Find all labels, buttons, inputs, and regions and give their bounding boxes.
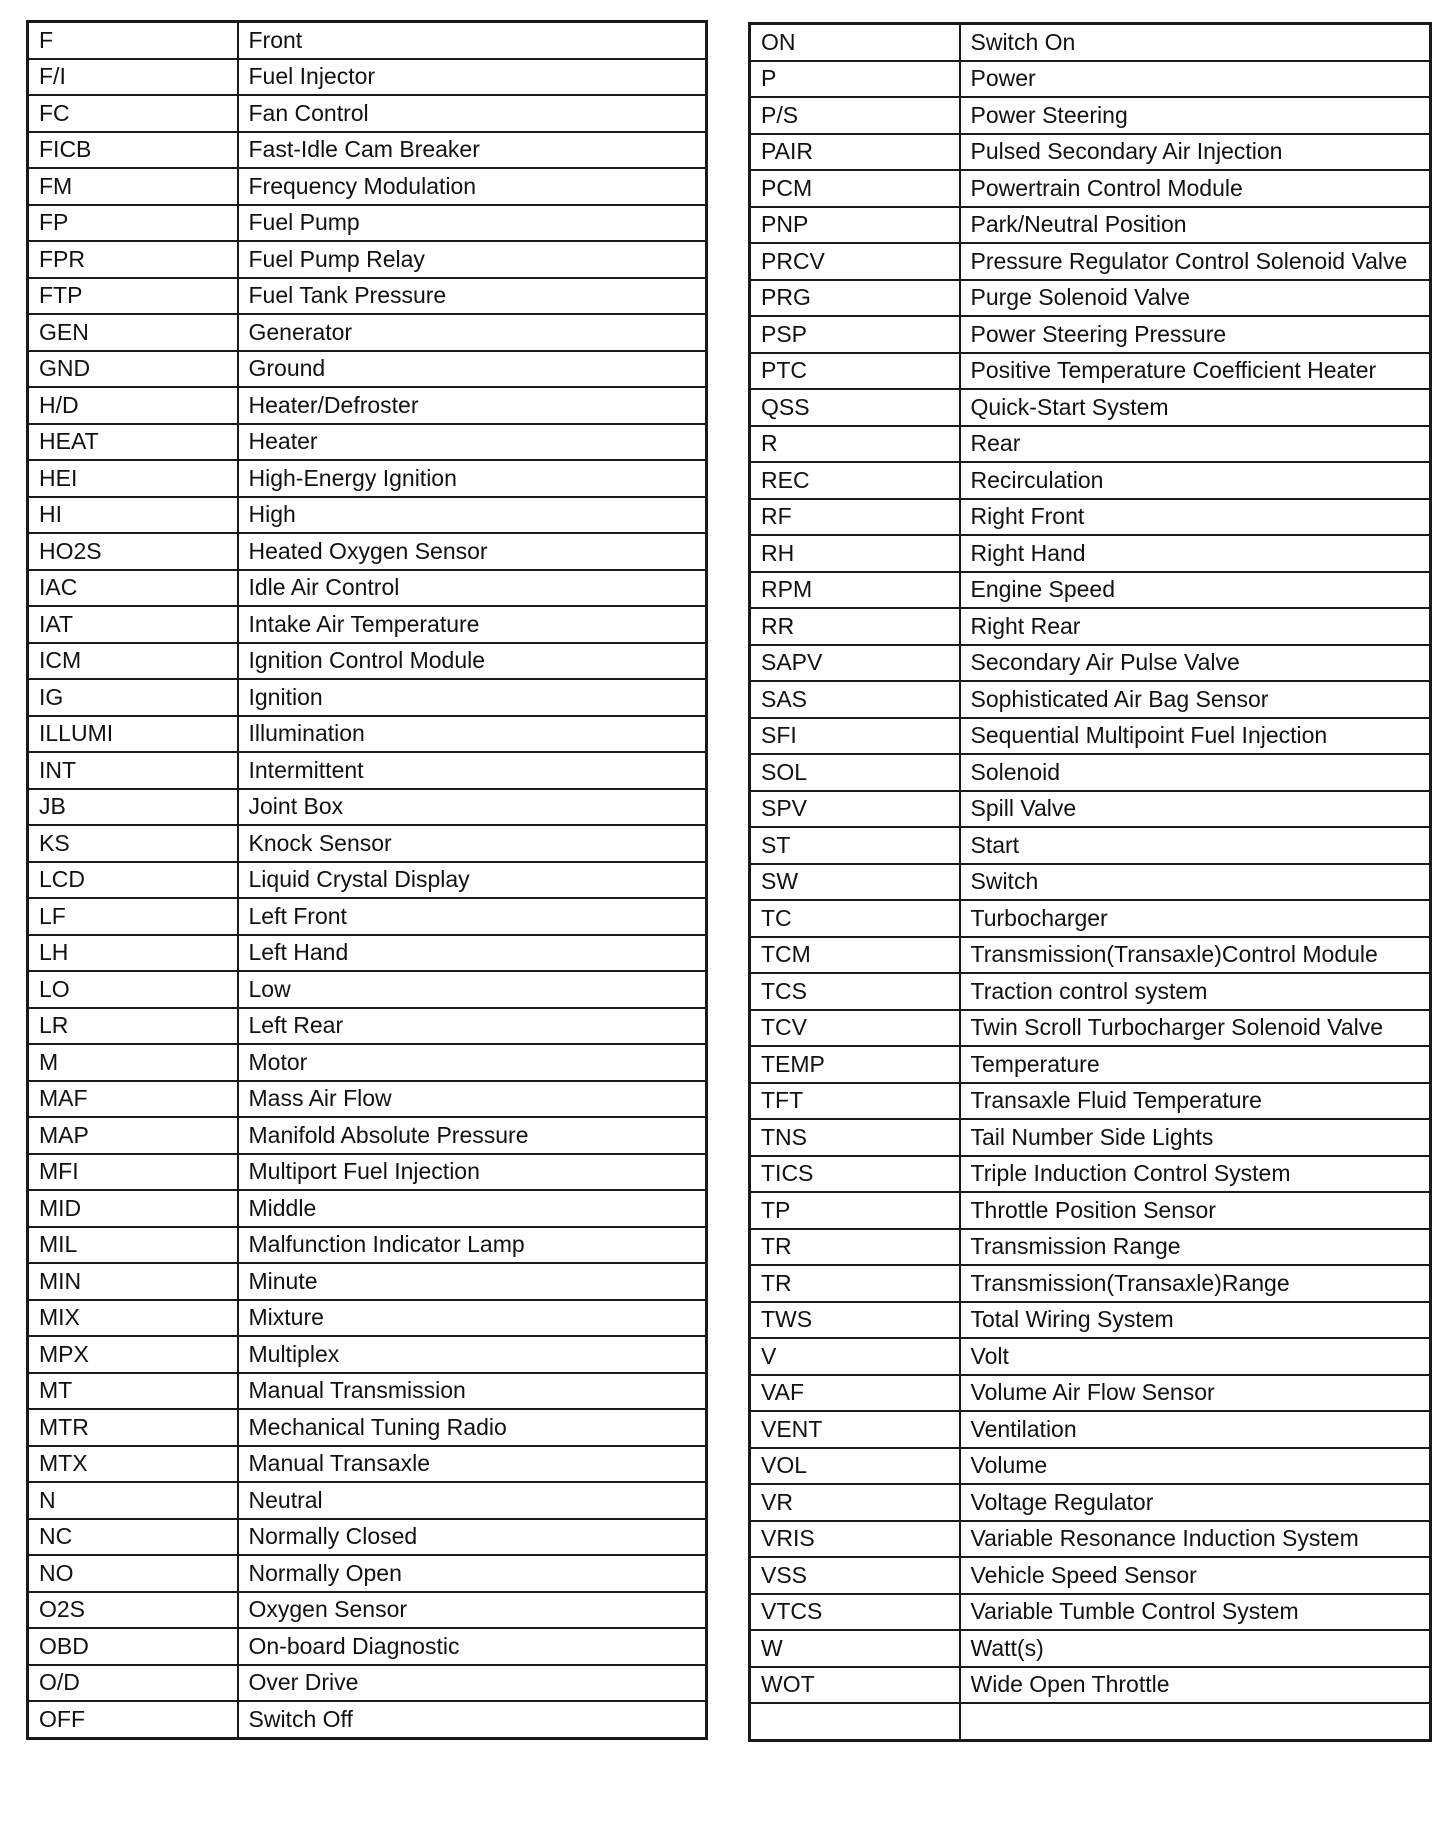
- table-row: [750, 754, 1431, 791]
- table-row: [28, 205, 707, 242]
- abbreviation-cell: TNS: [750, 1119, 960, 1156]
- abbreviation-cell: PCM: [750, 170, 960, 207]
- abbreviation-cell: LF: [28, 898, 238, 935]
- table-row: [750, 462, 1431, 499]
- table-row: [750, 1265, 1431, 1302]
- table-row: [750, 207, 1431, 244]
- meaning-cell: On-board Diagnostic: [238, 1628, 707, 1665]
- table-row: [750, 645, 1431, 682]
- table-row: [750, 973, 1431, 1010]
- table-row: [750, 1119, 1431, 1156]
- abbreviation-cell: O/D: [28, 1665, 238, 1702]
- meaning-cell: Tail Number Side Lights: [960, 1119, 1431, 1156]
- table-row: [28, 424, 707, 461]
- meaning-cell: Switch Off: [238, 1701, 707, 1738]
- meaning-cell: Turbocharger: [960, 900, 1431, 937]
- abbreviation-cell: LO: [28, 971, 238, 1008]
- meaning-cell: Transmission(Transaxle)Control Module: [960, 937, 1431, 974]
- abbreviation-cell: ILLUMI: [28, 716, 238, 753]
- abbreviation-cell: WOT: [750, 1667, 960, 1704]
- table-row: [750, 791, 1431, 828]
- meaning-cell: Recirculation: [960, 462, 1431, 499]
- meaning-cell: Heater/Defroster: [238, 387, 707, 424]
- table-row: [28, 752, 707, 789]
- abbreviation-cell: RPM: [750, 572, 960, 609]
- meaning-cell: Manual Transaxle: [238, 1446, 707, 1483]
- meaning-cell: Wide Open Throttle: [960, 1667, 1431, 1704]
- abbreviation-cell: RH: [750, 535, 960, 572]
- meaning-cell: Sophisticated Air Bag Sensor: [960, 681, 1431, 718]
- meaning-cell: [960, 1703, 1431, 1740]
- abbreviation-cell: PNP: [750, 207, 960, 244]
- meaning-cell: Right Rear: [960, 608, 1431, 645]
- abbreviation-cell: SAPV: [750, 645, 960, 682]
- table-row: [750, 1521, 1431, 1558]
- table-row: [28, 1592, 707, 1629]
- meaning-cell: Transmission(Transaxle)Range: [960, 1265, 1431, 1302]
- abbreviation-cell: NO: [28, 1555, 238, 1592]
- meaning-cell: Powertrain Control Module: [960, 170, 1431, 207]
- meaning-cell: Left Front: [238, 898, 707, 935]
- abbreviation-cell: REC: [750, 462, 960, 499]
- table-row: [750, 1667, 1431, 1704]
- meaning-cell: Traction control system: [960, 973, 1431, 1010]
- abbreviation-cell: HO2S: [28, 533, 238, 570]
- abbreviation-cell: VAF: [750, 1375, 960, 1412]
- table-row: [750, 718, 1431, 755]
- abbreviation-cell: FPR: [28, 241, 238, 278]
- abbreviation-cell: SPV: [750, 791, 960, 828]
- table-row: [750, 1703, 1431, 1740]
- meaning-cell: Transmission Range: [960, 1229, 1431, 1266]
- abbreviation-cell: VSS: [750, 1557, 960, 1594]
- meaning-cell: Twin Scroll Turbocharger Solenoid Valve: [960, 1010, 1431, 1047]
- table-row: [750, 827, 1431, 864]
- abbreviation-cell: SOL: [750, 754, 960, 791]
- abbreviation-cell: R: [750, 426, 960, 463]
- abbreviation-cell: MID: [28, 1190, 238, 1227]
- table-row: [28, 1081, 707, 1118]
- meaning-cell: Fuel Injector: [238, 59, 707, 96]
- meaning-cell: Fan Control: [238, 95, 707, 132]
- meaning-cell: Power Steering: [960, 97, 1431, 134]
- table-row: [28, 1409, 707, 1446]
- meaning-cell: Ignition: [238, 679, 707, 716]
- table-row: [28, 1701, 707, 1738]
- abbreviation-cell: PRG: [750, 280, 960, 317]
- table-row: [750, 1338, 1431, 1375]
- meaning-cell: Normally Closed: [238, 1519, 707, 1556]
- abbreviation-cell: GEN: [28, 314, 238, 351]
- abbreviation-cell: PAIR: [750, 134, 960, 171]
- abbreviation-cell: TC: [750, 900, 960, 937]
- abbreviation-cell: HEAT: [28, 424, 238, 461]
- meaning-cell: Normally Open: [238, 1555, 707, 1592]
- table-row: [28, 1373, 707, 1410]
- table-row: [28, 643, 707, 680]
- meaning-cell: High-Energy Ignition: [238, 460, 707, 497]
- table-row: [28, 314, 707, 351]
- table-row: [750, 681, 1431, 718]
- table-row: [750, 1448, 1431, 1485]
- meaning-cell: Triple Induction Control System: [960, 1156, 1431, 1193]
- meaning-cell: Purge Solenoid Valve: [960, 280, 1431, 317]
- meaning-cell: Fast-Idle Cam Breaker: [238, 132, 707, 169]
- table-row: [28, 716, 707, 753]
- table-row: [750, 1557, 1431, 1594]
- table-row: [28, 132, 707, 169]
- meaning-cell: Liquid Crystal Display: [238, 862, 707, 899]
- abbreviation-cell: OBD: [28, 1628, 238, 1665]
- table-row: [28, 679, 707, 716]
- abbreviation-cell: MTX: [28, 1446, 238, 1483]
- meaning-cell: Mechanical Tuning Radio: [238, 1409, 707, 1446]
- abbreviation-cell: W: [750, 1630, 960, 1667]
- table-row: [28, 862, 707, 899]
- table-row: [28, 1336, 707, 1373]
- meaning-cell: Idle Air Control: [238, 570, 707, 607]
- meaning-cell: Total Wiring System: [960, 1302, 1431, 1339]
- meaning-cell: Left Rear: [238, 1008, 707, 1045]
- abbreviation-cell: PTC: [750, 353, 960, 390]
- abbreviation-table-right: [748, 22, 1432, 1742]
- table-row: [28, 1190, 707, 1227]
- abbreviation-cell: LH: [28, 935, 238, 972]
- table-row: [28, 497, 707, 534]
- abbreviation-cell: FTP: [28, 278, 238, 315]
- abbreviation-cell: MPX: [28, 1336, 238, 1373]
- meaning-cell: Ground: [238, 351, 707, 388]
- abbreviation-cell: KS: [28, 825, 238, 862]
- table-row: [750, 97, 1431, 134]
- abbreviation-cell: RR: [750, 608, 960, 645]
- meaning-cell: Variable Resonance Induction System: [960, 1521, 1431, 1558]
- table-row: [28, 935, 707, 972]
- table-row: [750, 499, 1431, 536]
- meaning-cell: Sequential Multipoint Fuel Injection: [960, 718, 1431, 755]
- table-row: [28, 1008, 707, 1045]
- table-row: [28, 168, 707, 205]
- table-row: [750, 1046, 1431, 1083]
- table-row: [750, 864, 1431, 901]
- table-row: [28, 1044, 707, 1081]
- abbreviation-cell: FM: [28, 168, 238, 205]
- meaning-cell: Fuel Pump Relay: [238, 241, 707, 278]
- meaning-cell: Fuel Pump: [238, 205, 707, 242]
- meaning-cell: Engine Speed: [960, 572, 1431, 609]
- table-row: [750, 1375, 1431, 1412]
- abbreviation-cell: V: [750, 1338, 960, 1375]
- table-row: [750, 389, 1431, 426]
- abbreviation-cell: M: [28, 1044, 238, 1081]
- abbreviation-cell: FICB: [28, 132, 238, 169]
- meaning-cell: Switch: [960, 864, 1431, 901]
- meaning-cell: Volume: [960, 1448, 1431, 1485]
- meaning-cell: Temperature: [960, 1046, 1431, 1083]
- table-row: [750, 1229, 1431, 1266]
- table-row: [750, 170, 1431, 207]
- abbreviation-cell: SW: [750, 864, 960, 901]
- table-row: [28, 59, 707, 96]
- meaning-cell: Minute: [238, 1263, 707, 1300]
- table-row: [28, 789, 707, 826]
- abbreviation-cell: IG: [28, 679, 238, 716]
- meaning-cell: Right Front: [960, 499, 1431, 536]
- abbreviation-cell: OFF: [28, 1701, 238, 1738]
- abbreviation-cell: JB: [28, 789, 238, 826]
- meaning-cell: Throttle Position Sensor: [960, 1192, 1431, 1229]
- table-row: [28, 1154, 707, 1191]
- table-row: [750, 134, 1431, 171]
- meaning-cell: Right Hand: [960, 535, 1431, 572]
- abbreviation-cell: TFT: [750, 1083, 960, 1120]
- meaning-cell: Mixture: [238, 1300, 707, 1337]
- table-row: [28, 1665, 707, 1702]
- table-row: [750, 1192, 1431, 1229]
- table-row: [28, 971, 707, 1008]
- abbreviation-cell: TWS: [750, 1302, 960, 1339]
- table-row: [28, 570, 707, 607]
- abbreviation-cell: MIL: [28, 1227, 238, 1264]
- meaning-cell: Heater: [238, 424, 707, 461]
- meaning-cell: Front: [238, 22, 707, 59]
- table-row: [750, 24, 1431, 61]
- abbreviation-cell: O2S: [28, 1592, 238, 1629]
- abbreviation-cell: TR: [750, 1265, 960, 1302]
- abbreviation-cell: H/D: [28, 387, 238, 424]
- abbreviation-cell: GND: [28, 351, 238, 388]
- abbreviation-cell: N: [28, 1482, 238, 1519]
- meaning-cell: Transaxle Fluid Temperature: [960, 1083, 1431, 1120]
- meaning-cell: Knock Sensor: [238, 825, 707, 862]
- table-row: [28, 825, 707, 862]
- abbreviation-cell: VENT: [750, 1411, 960, 1448]
- abbreviation-cell: HI: [28, 497, 238, 534]
- meaning-cell: Watt(s): [960, 1630, 1431, 1667]
- table-row: [28, 606, 707, 643]
- meaning-cell: Illumination: [238, 716, 707, 753]
- abbreviation-cell: QSS: [750, 389, 960, 426]
- abbreviation-cell: RF: [750, 499, 960, 536]
- meaning-cell: Motor: [238, 1044, 707, 1081]
- table-row: [750, 1484, 1431, 1521]
- table-row: [28, 278, 707, 315]
- abbreviation-cell: FP: [28, 205, 238, 242]
- meaning-cell: Multiplex: [238, 1336, 707, 1373]
- meaning-cell: Quick-Start System: [960, 389, 1431, 426]
- meaning-cell: Positive Temperature Coefficient Heater: [960, 353, 1431, 390]
- meaning-cell: Oxygen Sensor: [238, 1592, 707, 1629]
- meaning-cell: Pressure Regulator Control Solenoid Valve: [960, 243, 1431, 280]
- abbreviation-cell: VRIS: [750, 1521, 960, 1558]
- meaning-cell: Intake Air Temperature: [238, 606, 707, 643]
- meaning-cell: Ventilation: [960, 1411, 1431, 1448]
- table-row: [28, 1519, 707, 1556]
- abbreviation-cell: IAT: [28, 606, 238, 643]
- table-row: [28, 1227, 707, 1264]
- table-row: [28, 533, 707, 570]
- table-row: [750, 280, 1431, 317]
- meaning-cell: Low: [238, 971, 707, 1008]
- abbreviation-cell: LCD: [28, 862, 238, 899]
- table-row: [28, 241, 707, 278]
- meaning-cell: Intermittent: [238, 752, 707, 789]
- meaning-cell: Park/Neutral Position: [960, 207, 1431, 244]
- abbreviation-cell: F/I: [28, 59, 238, 96]
- meaning-cell: Start: [960, 827, 1431, 864]
- meaning-cell: Frequency Modulation: [238, 168, 707, 205]
- abbreviation-cell: ICM: [28, 643, 238, 680]
- abbreviation-cell: P/S: [750, 97, 960, 134]
- table-row: [28, 1263, 707, 1300]
- meaning-cell: Pulsed Secondary Air Injection: [960, 134, 1431, 171]
- meaning-cell: Neutral: [238, 1482, 707, 1519]
- table-row: [750, 937, 1431, 974]
- meaning-cell: Power: [960, 61, 1431, 98]
- table-row: [28, 351, 707, 388]
- abbreviation-cell: TR: [750, 1229, 960, 1266]
- abbreviation-cell: MAP: [28, 1117, 238, 1154]
- abbreviation-cell: NC: [28, 1519, 238, 1556]
- table-row: [750, 535, 1431, 572]
- meaning-cell: Spill Valve: [960, 791, 1431, 828]
- table-row: [28, 1482, 707, 1519]
- table-row: [750, 1594, 1431, 1631]
- abbreviation-cell: F: [28, 22, 238, 59]
- abbreviation-cell: SAS: [750, 681, 960, 718]
- abbreviation-cell: TEMP: [750, 1046, 960, 1083]
- abbreviation-cell: MIN: [28, 1263, 238, 1300]
- table-row: [28, 1300, 707, 1337]
- meaning-cell: Manifold Absolute Pressure: [238, 1117, 707, 1154]
- table-row: [28, 1117, 707, 1154]
- abbreviation-cell: TP: [750, 1192, 960, 1229]
- table-row: [28, 95, 707, 132]
- meaning-cell: Secondary Air Pulse Valve: [960, 645, 1431, 682]
- abbreviation-cell: VR: [750, 1484, 960, 1521]
- abbreviation-cell: MIX: [28, 1300, 238, 1337]
- table-row: [28, 898, 707, 935]
- meaning-cell: Rear: [960, 426, 1431, 463]
- table-row: [750, 1010, 1431, 1047]
- meaning-cell: Solenoid: [960, 754, 1431, 791]
- abbreviation-cell: MT: [28, 1373, 238, 1410]
- meaning-cell: Ignition Control Module: [238, 643, 707, 680]
- meaning-cell: High: [238, 497, 707, 534]
- abbreviation-cell: LR: [28, 1008, 238, 1045]
- abbreviation-cell: TICS: [750, 1156, 960, 1193]
- table-row: [28, 1628, 707, 1665]
- meaning-cell: Manual Transmission: [238, 1373, 707, 1410]
- abbreviation-cell: [750, 1703, 960, 1740]
- meaning-cell: Middle: [238, 1190, 707, 1227]
- table-row: [750, 426, 1431, 463]
- abbreviation-cell: MTR: [28, 1409, 238, 1446]
- abbreviation-cell: IAC: [28, 570, 238, 607]
- abbreviation-cell: SFI: [750, 718, 960, 755]
- abbreviation-cell: TCS: [750, 973, 960, 1010]
- abbreviation-cell: P: [750, 61, 960, 98]
- abbreviation-cell: MFI: [28, 1154, 238, 1191]
- table-row: [28, 22, 707, 59]
- meaning-cell: Voltage Regulator: [960, 1484, 1431, 1521]
- abbreviation-cell: FC: [28, 95, 238, 132]
- meaning-cell: Multiport Fuel Injection: [238, 1154, 707, 1191]
- meaning-cell: Generator: [238, 314, 707, 351]
- meaning-cell: Fuel Tank Pressure: [238, 278, 707, 315]
- meaning-cell: Mass Air Flow: [238, 1081, 707, 1118]
- abbreviation-cell: VTCS: [750, 1594, 960, 1631]
- meaning-cell: Over Drive: [238, 1665, 707, 1702]
- table-row: [750, 1411, 1431, 1448]
- abbreviation-table-left: [26, 20, 708, 1740]
- abbreviation-cell: ST: [750, 827, 960, 864]
- abbreviation-cell: TCM: [750, 937, 960, 974]
- meaning-cell: Left Hand: [238, 935, 707, 972]
- meaning-cell: Malfunction Indicator Lamp: [238, 1227, 707, 1264]
- table-row: [28, 1446, 707, 1483]
- abbreviation-cell: TCV: [750, 1010, 960, 1047]
- meaning-cell: Vehicle Speed Sensor: [960, 1557, 1431, 1594]
- abbreviation-cell: VOL: [750, 1448, 960, 1485]
- meaning-cell: Volume Air Flow Sensor: [960, 1375, 1431, 1412]
- table-row: [28, 460, 707, 497]
- table-row: [750, 1083, 1431, 1120]
- table-row: [750, 1156, 1431, 1193]
- table-row: [750, 1302, 1431, 1339]
- table-row: [750, 900, 1431, 937]
- meaning-cell: Variable Tumble Control System: [960, 1594, 1431, 1631]
- abbreviation-cell: INT: [28, 752, 238, 789]
- abbreviation-cell: MAF: [28, 1081, 238, 1118]
- table-row: [28, 1555, 707, 1592]
- meaning-cell: Power Steering Pressure: [960, 316, 1431, 353]
- meaning-cell: Joint Box: [238, 789, 707, 826]
- abbreviation-cell: HEI: [28, 460, 238, 497]
- table-row: [750, 1630, 1431, 1667]
- table-row: [750, 572, 1431, 609]
- abbreviation-cell: PSP: [750, 316, 960, 353]
- abbreviation-cell: PRCV: [750, 243, 960, 280]
- meaning-cell: Volt: [960, 1338, 1431, 1375]
- meaning-cell: Heated Oxygen Sensor: [238, 533, 707, 570]
- abbreviation-cell: ON: [750, 24, 960, 61]
- table-row: [750, 353, 1431, 390]
- table-row: [750, 316, 1431, 353]
- table-row: [750, 61, 1431, 98]
- table-row: [750, 608, 1431, 645]
- table-row: [28, 387, 707, 424]
- meaning-cell: Switch On: [960, 24, 1431, 61]
- table-row: [750, 243, 1431, 280]
